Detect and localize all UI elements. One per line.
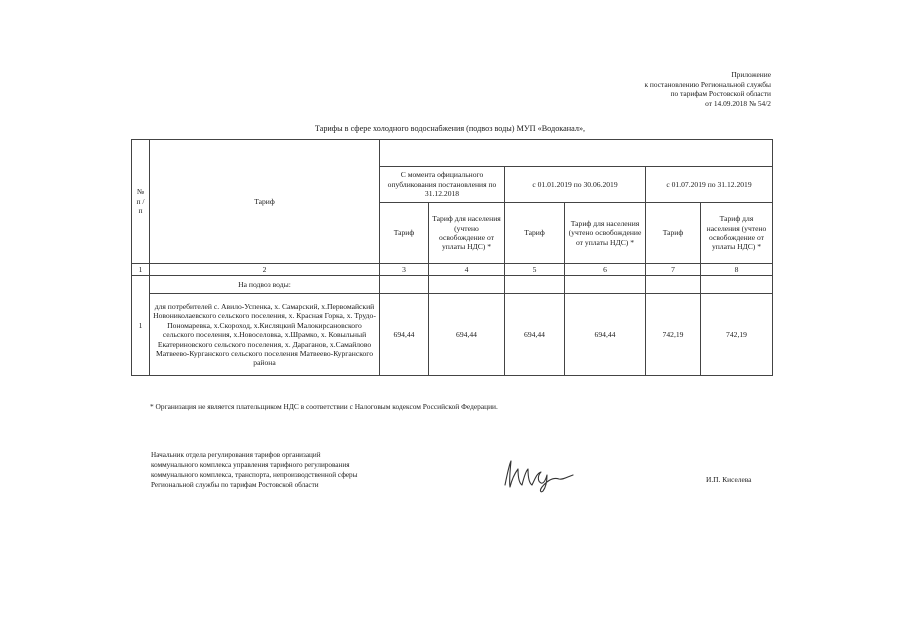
appendix-header [560, 70, 771, 108]
row-number: 1 [132, 276, 150, 376]
value-population-1: 694,44 [429, 294, 505, 376]
header-empty-band [380, 140, 773, 167]
header-period-1: С момента официального опубликования постановления по 31.12.2018 [380, 167, 505, 203]
section-row [132, 276, 773, 294]
subheader-tariff-2: Тариф [505, 203, 565, 264]
column-number: 4 [429, 264, 505, 276]
appendix-line-4: от 14.09.2018 № 54/2 [705, 98, 771, 108]
column-number: 2 [150, 264, 380, 276]
table-row [132, 294, 773, 376]
signer-line-2: коммунального комплекса управления тарифного регулирования [151, 461, 350, 469]
value-tariff-1: 694,44 [380, 294, 429, 376]
subheader-population-1: Тариф для населения (учтено освобождение от уплаты НДС) * [429, 203, 505, 264]
column-number: 8 [701, 264, 773, 276]
header-period-2: с 01.01.2019 по 30.06.2019 [505, 167, 646, 203]
column-number: 1 [132, 264, 150, 276]
signer-position [151, 450, 411, 490]
column-number: 5 [505, 264, 565, 276]
signer-line-3: коммунального комплекса, транспорта, непроизводственной сферы [151, 471, 358, 479]
consumer-description: для потребителей с. Авило-Успенка, х. Самарский, х.Первомайский Новониколаевского сельского поселения, х. Красная Горка, х. Трудо-Пономаревка, х.Скороход, х.Кисляцкий Малокирсановского сельского поселения, х.Новоселовка, х.Шрамко, х. Ковыльный Екатериновского сельского поселения, х. Дараганов, х.Самайлово Матвеево-Курганского сельского поселения Матвеево-Курганского района [150, 294, 380, 376]
document-title: Тарифы в сфере холодного водоснабжения (подвоз воды) МУП «Водоканал», [314, 124, 586, 133]
subheader-tariff-3: Тариф [646, 203, 701, 264]
column-number: 7 [646, 264, 701, 276]
column-number-row [132, 264, 773, 276]
handwritten-signature [497, 455, 587, 495]
empty-cell [646, 276, 701, 294]
subheader-population-3: Тариф для населения (учтено освобождение от уплаты НДС) * [701, 203, 773, 264]
header-period-3: с 01.07.2019 по 31.12.2019 [646, 167, 773, 203]
footnote: * Организация не является плательщиком НДС в соответствии с Налоговым кодексом Российской Федерации. [150, 402, 498, 411]
tariff-table [131, 139, 773, 376]
empty-cell [505, 276, 565, 294]
value-population-2: 694,44 [565, 294, 646, 376]
empty-cell [701, 276, 773, 294]
empty-cell [565, 276, 646, 294]
appendix-line-3: по тарифам Ростовской области [670, 89, 771, 98]
header-number: № п /п [132, 140, 150, 264]
signer-line-1: Начальник отдела регулирования тарифов организаций [151, 451, 321, 459]
section-label: На подвоз воды: [150, 276, 380, 294]
signer-name: И.П. Киселева [706, 475, 752, 484]
appendix-line-1: Приложение [731, 70, 771, 79]
value-tariff-3: 742,19 [646, 294, 701, 376]
empty-cell [380, 276, 429, 294]
signer-line-4: Региональной службы по тарифам Ростовской области [151, 481, 319, 489]
empty-cell [429, 276, 505, 294]
value-tariff-2: 694,44 [505, 294, 565, 376]
appendix-line-2: к постановлению Региональной службы [644, 79, 771, 89]
column-number: 6 [565, 264, 646, 276]
subheader-population-2: Тариф для населения (учтено освобождение от уплаты НДС) * [565, 203, 646, 264]
value-population-3: 742,19 [701, 294, 773, 376]
subheader-tariff-1: Тариф [380, 203, 429, 264]
header-tariff: Тариф [150, 140, 380, 264]
column-number: 3 [380, 264, 429, 276]
